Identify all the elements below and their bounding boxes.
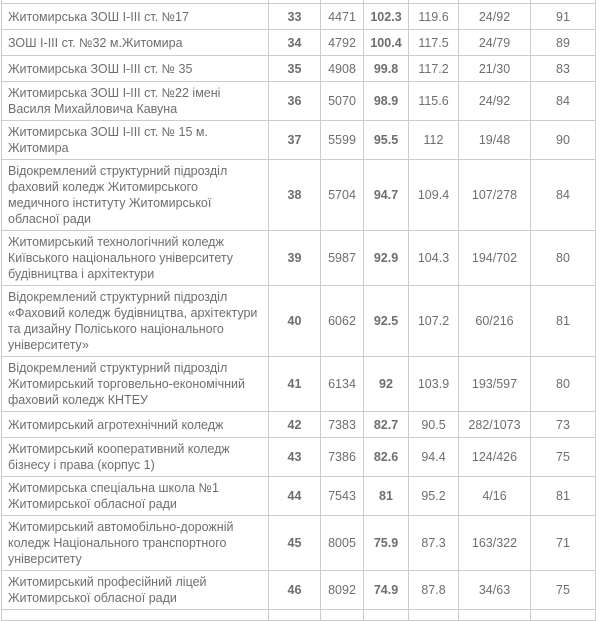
rating-score-cell: 95.2 bbox=[409, 477, 459, 516]
empty-cell bbox=[409, 610, 459, 621]
id-cell: 5704 bbox=[321, 160, 364, 231]
table-row bbox=[2, 4, 596, 30]
avg-score-cell: 92.9 bbox=[364, 231, 409, 286]
school-name-cell: Відокремлений структурний підрозділ фаховий коледж Житомирського медичного інституту Житомирської обласної ради bbox=[2, 160, 269, 231]
points-cell: 71 bbox=[531, 516, 596, 571]
id-cell: 8092 bbox=[321, 571, 364, 610]
school-name-cell: Житомирська ЗОШ І-ІІІ ст. №17 bbox=[2, 4, 269, 30]
table-row bbox=[2, 477, 596, 516]
ratio-cell: 4/16 bbox=[459, 477, 531, 516]
rank-cell: 41 bbox=[269, 357, 321, 412]
rank-cell: 36 bbox=[269, 82, 321, 121]
avg-score-cell: 95.5 bbox=[364, 121, 409, 160]
school-name-cell: Житомирська ЗОШ І-ІІІ ст. № 15 м. Житомира bbox=[2, 121, 269, 160]
school-name-cell: Житомирський технологічний коледж Київського національного університету будівництва і архітектури bbox=[2, 231, 269, 286]
rank-cell: 44 bbox=[269, 477, 321, 516]
rating-score-cell: 104.3 bbox=[409, 231, 459, 286]
table-row bbox=[2, 231, 596, 286]
empty-cell bbox=[269, 610, 321, 621]
empty-cell bbox=[531, 610, 596, 621]
avg-score-cell: 74.9 bbox=[364, 571, 409, 610]
rating-score-cell: 87.8 bbox=[409, 571, 459, 610]
school-name-cell: Житомирський кооперативний коледж бізнесу і права (корпус 1) bbox=[2, 438, 269, 477]
points-cell: 80 bbox=[531, 357, 596, 412]
avg-score-cell: 82.6 bbox=[364, 438, 409, 477]
ratio-cell: 163/322 bbox=[459, 516, 531, 571]
school-name-cell: Житомирський автомобільно-дорожній коледж Національного транспортного університету bbox=[2, 516, 269, 571]
table-row bbox=[2, 82, 596, 121]
avg-score-cell: 98.9 bbox=[364, 82, 409, 121]
table-row bbox=[2, 412, 596, 438]
points-cell: 73 bbox=[531, 412, 596, 438]
ratio-cell: 124/426 bbox=[459, 438, 531, 477]
table-row bbox=[2, 571, 596, 610]
rank-cell: 42 bbox=[269, 412, 321, 438]
ratio-cell: 24/79 bbox=[459, 30, 531, 56]
avg-score-cell: 82.7 bbox=[364, 412, 409, 438]
points-cell: 83 bbox=[531, 56, 596, 82]
id-cell: 6062 bbox=[321, 286, 364, 357]
points-cell: 81 bbox=[531, 477, 596, 516]
table-row bbox=[2, 438, 596, 477]
id-cell: 5599 bbox=[321, 121, 364, 160]
points-cell: 75 bbox=[531, 571, 596, 610]
ratio-cell: 194/702 bbox=[459, 231, 531, 286]
school-name-cell: Житомирська ЗОШ І-ІІІ ст. №22 імені Василя Михайловича Кавуна bbox=[2, 82, 269, 121]
school-name-cell: Житомирський професійний ліцей Житомирської обласної ради bbox=[2, 571, 269, 610]
rank-cell: 37 bbox=[269, 121, 321, 160]
points-cell: 75 bbox=[531, 438, 596, 477]
table-row bbox=[2, 56, 596, 82]
school-name-cell: Житомирська спеціальна школа №1 Житомирської обласної ради bbox=[2, 477, 269, 516]
avg-score-cell: 94.7 bbox=[364, 160, 409, 231]
id-cell: 4792 bbox=[321, 30, 364, 56]
table-row bbox=[2, 121, 596, 160]
ratio-cell: 60/216 bbox=[459, 286, 531, 357]
avg-score-cell: 92 bbox=[364, 357, 409, 412]
rank-cell: 39 bbox=[269, 231, 321, 286]
school-name-cell: ЗОШ І-ІІІ ст. №32 м.Житомира bbox=[2, 30, 269, 56]
points-cell: 84 bbox=[531, 160, 596, 231]
avg-score-cell: 99.8 bbox=[364, 56, 409, 82]
table-row bbox=[2, 516, 596, 571]
avg-score-cell: 81 bbox=[364, 477, 409, 516]
ratio-cell: 34/63 bbox=[459, 571, 531, 610]
id-cell: 5987 bbox=[321, 231, 364, 286]
table-row bbox=[2, 30, 596, 56]
ratio-cell: 19/48 bbox=[459, 121, 531, 160]
partial-row-bottom bbox=[2, 610, 596, 621]
points-cell: 91 bbox=[531, 4, 596, 30]
rank-cell: 40 bbox=[269, 286, 321, 357]
points-cell: 90 bbox=[531, 121, 596, 160]
id-cell: 6134 bbox=[321, 357, 364, 412]
rank-cell: 43 bbox=[269, 438, 321, 477]
school-rating-table bbox=[1, 0, 596, 621]
id-cell: 8005 bbox=[321, 516, 364, 571]
rating-score-cell: 94.4 bbox=[409, 438, 459, 477]
ratio-cell: 24/92 bbox=[459, 82, 531, 121]
empty-cell bbox=[321, 610, 364, 621]
points-cell: 84 bbox=[531, 82, 596, 121]
points-cell: 89 bbox=[531, 30, 596, 56]
ratio-cell: 24/92 bbox=[459, 4, 531, 30]
empty-cell bbox=[459, 610, 531, 621]
school-name-cell: Житомирська ЗОШ І-ІІІ ст. № 35 bbox=[2, 56, 269, 82]
avg-score-cell: 102.3 bbox=[364, 4, 409, 30]
school-name-cell: Житомирський агротехнічний коледж bbox=[2, 412, 269, 438]
rating-score-cell: 117.2 bbox=[409, 56, 459, 82]
avg-score-cell: 100.4 bbox=[364, 30, 409, 56]
table-row bbox=[2, 286, 596, 357]
rank-cell: 45 bbox=[269, 516, 321, 571]
school-name-cell: Відокремлений структурний підрозділ «Фаховий коледж будівництва, архітектури та дизайну Поліського національного університету» bbox=[2, 286, 269, 357]
rating-score-cell: 107.2 bbox=[409, 286, 459, 357]
rank-cell: 46 bbox=[269, 571, 321, 610]
rating-score-cell: 90.5 bbox=[409, 412, 459, 438]
points-cell: 80 bbox=[531, 231, 596, 286]
avg-score-cell: 75.9 bbox=[364, 516, 409, 571]
table-row bbox=[2, 357, 596, 412]
school-name-cell: Відокремлений структурний підрозділ Житомирський торговельно-економічний фаховий коледж КНТЕУ bbox=[2, 357, 269, 412]
id-cell: 7386 bbox=[321, 438, 364, 477]
rating-score-cell: 109.4 bbox=[409, 160, 459, 231]
points-cell: 81 bbox=[531, 286, 596, 357]
rank-cell: 35 bbox=[269, 56, 321, 82]
rating-score-cell: 119.6 bbox=[409, 4, 459, 30]
rating-score-cell: 87.3 bbox=[409, 516, 459, 571]
rating-score-cell: 115.6 bbox=[409, 82, 459, 121]
rank-cell: 38 bbox=[269, 160, 321, 231]
rank-cell: 33 bbox=[269, 4, 321, 30]
rating-score-cell: 112 bbox=[409, 121, 459, 160]
ratio-cell: 107/278 bbox=[459, 160, 531, 231]
rating-score-cell: 103.9 bbox=[409, 357, 459, 412]
empty-cell bbox=[2, 610, 269, 621]
rating-score-cell: 117.5 bbox=[409, 30, 459, 56]
id-cell: 4908 bbox=[321, 56, 364, 82]
ratio-cell: 282/1073 bbox=[459, 412, 531, 438]
empty-cell bbox=[364, 610, 409, 621]
id-cell: 7383 bbox=[321, 412, 364, 438]
id-cell: 5070 bbox=[321, 82, 364, 121]
id-cell: 7543 bbox=[321, 477, 364, 516]
ratio-cell: 21/30 bbox=[459, 56, 531, 82]
avg-score-cell: 92.5 bbox=[364, 286, 409, 357]
school-table-body bbox=[2, 0, 596, 621]
ratio-cell: 193/597 bbox=[459, 357, 531, 412]
table-row bbox=[2, 160, 596, 231]
rank-cell: 34 bbox=[269, 30, 321, 56]
id-cell: 4471 bbox=[321, 4, 364, 30]
